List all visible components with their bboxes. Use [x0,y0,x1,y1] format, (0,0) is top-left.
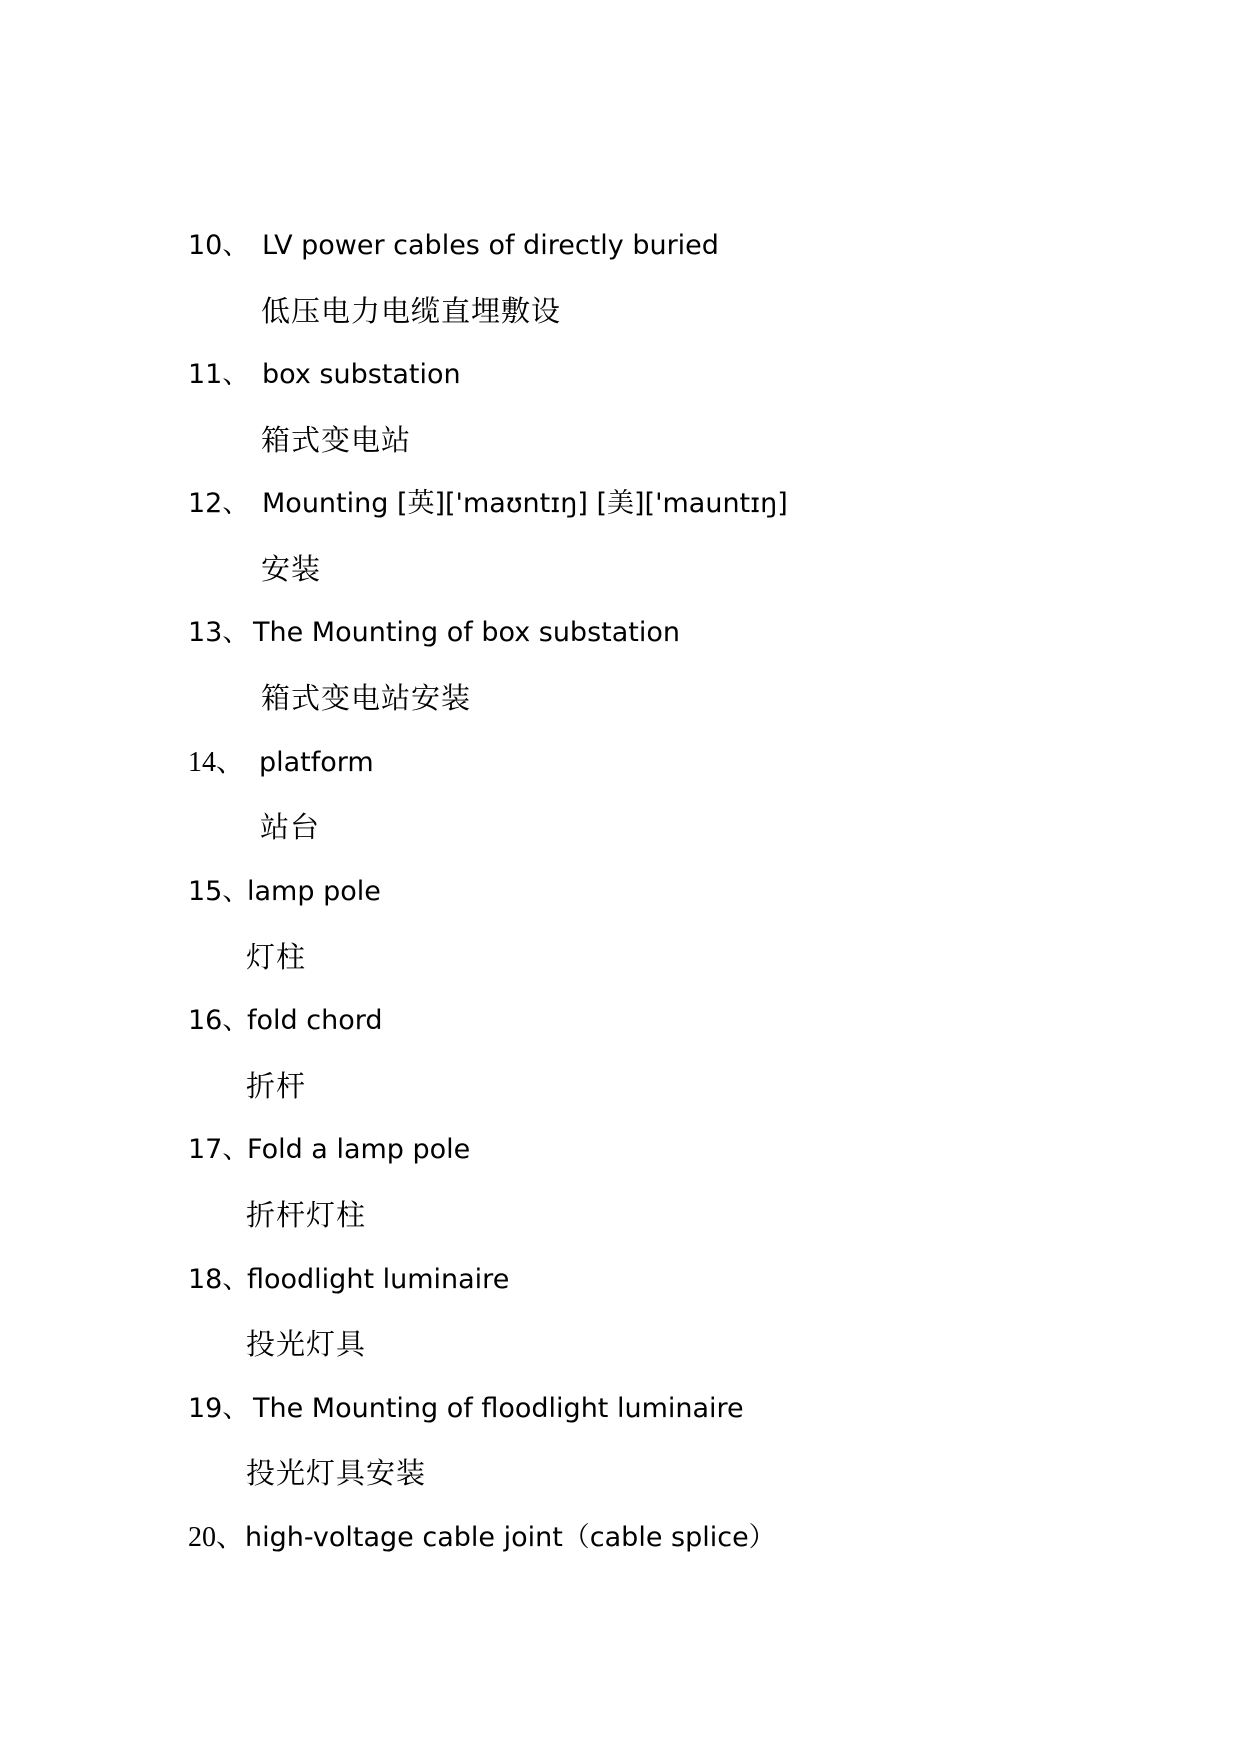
entry-10-number: 10、 [188,230,250,261]
entry-20-number: 20、 [188,1522,245,1553]
entry-15-number: 15、 [188,876,250,907]
entry-14-number: 14、 [188,747,245,778]
entry-17-chinese: 折杆灯柱 [246,1198,367,1232]
entry-11-english: box substation [262,359,461,390]
entry-13-number: 13、 [188,617,250,648]
entry-15-english: lamp pole [247,876,381,907]
entry-17-english: Fold a lamp pole [247,1134,471,1165]
entry-18-chinese: 投光灯具 [246,1327,367,1361]
entry-14-chinese: 站台 [260,810,321,844]
entry-16-english: fold chord [247,1005,383,1036]
entry-16-chinese: 折杆 [246,1069,307,1103]
entry-10-chinese: 低压电力电缆直埋敷设 [261,294,562,328]
entry-19-english: The Mounting of floodlight luminaire [253,1393,744,1424]
entry-18-number: 18、 [188,1264,250,1295]
entry-15-chinese: 灯柱 [246,940,307,974]
entry-20-english: high-voltage cable joint（cable splice） [245,1522,776,1553]
entry-14-english: platform [259,747,374,778]
entry-18-english: floodlight luminaire [247,1264,510,1295]
entry-19-number: 19、 [188,1393,250,1424]
entry-12-chinese: 安装 [261,552,322,586]
entry-13-english: The Mounting of box substation [253,617,680,648]
entry-12-number: 12、 [188,488,250,519]
entry-12-english: Mounting [英]['maʊntɪŋ] [美]['mauntɪŋ] [262,488,788,519]
entry-16-number: 16、 [188,1005,250,1036]
entry-13-chinese: 箱式变电站安装 [261,681,472,715]
entry-11-number: 11、 [188,359,250,390]
entry-19-chinese: 投光灯具安装 [246,1456,427,1490]
entry-11-chinese: 箱式变电站 [261,423,412,457]
entry-10-english: LV power cables of directly buried [262,230,719,261]
entry-17-number: 17、 [188,1134,250,1165]
